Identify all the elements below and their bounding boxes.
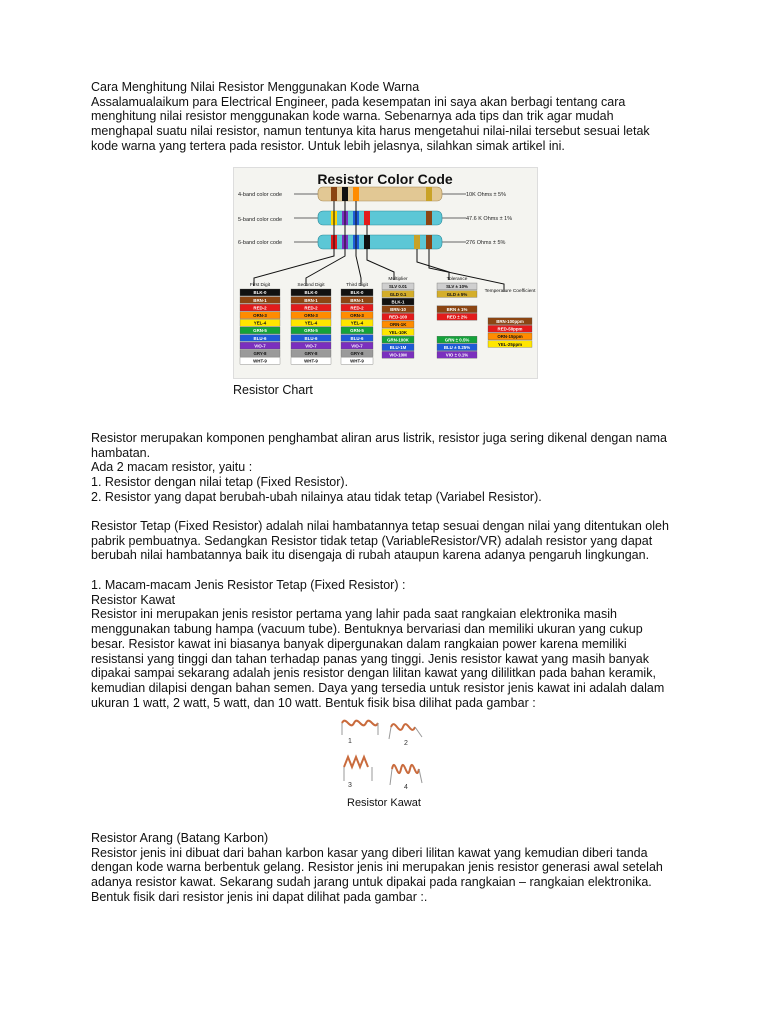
color-value-label: BLU-6 [350,335,364,341]
column-header: Second Digit [297,283,325,288]
color-value-label: BLK-0 [304,290,318,296]
document-title: Cara Menghitung Nilai Resistor Menggunakan Kode Warna [91,80,420,94]
coil-number: 3 [348,782,352,789]
color-value-label: VIO-7 [305,343,317,349]
color-value-label: BLU-6 [253,335,267,341]
color-value-label: GLD 0.1 [389,291,407,297]
text-line: hambatan. [91,445,151,460]
fixed-resistor-paragraph [91,519,691,563]
color-value-label: BLK-0 [253,290,267,296]
color-value-label: GRN-5 [350,328,364,334]
color-value-label: VIO-7 [254,343,266,349]
color-value-label: GRN-5 [253,328,267,334]
color-value-label: WHT-9 [350,358,364,364]
color-band [426,211,432,225]
color-value-label: BLK-0 [350,290,364,296]
color-value-label: YEL-4 [350,320,364,326]
color-value-label: RED-2 [304,305,318,311]
color-value-label: GRN-100K [387,337,409,343]
color-value-label: WHT-9 [253,358,267,364]
color-value-label: YEL-4 [304,320,318,326]
text-line: Resistor Tetap (Fixed Resistor) adalah nilai hambatannya tetap sesuai dengan nilai yang ditentukan oleh [91,519,669,533]
color-value-label: BRN ± 1% [446,307,468,312]
color-value-label: YEL-10K [388,329,408,335]
coil-number: 4 [404,784,408,791]
color-value-label: BRN-100ppm [496,319,524,324]
text-line: ukuran 1 watt, 2 watt, 5 watt, dan 10 watt. Bentuk fisik bisa dilihat pada gambar : [91,695,536,710]
color-value-label: RED-2 [350,305,364,311]
color-value-label: BLU-1M [389,345,407,350]
text-line: Ada 2 macam resistor, yaitu : [91,460,253,475]
color-value-label: WHT-9 [304,358,318,364]
text-line: besar. Resistor kawat ini biasanya banyak dipergunakan dalam rangkaian power karena memiliki [91,636,627,651]
carbon-resistor-section [91,831,691,905]
wire-resistor-section [91,578,691,710]
intro-paragraph [91,80,691,154]
text-line: menggunakan tabung hampa (vacuum tube). Bentuknya bervariasi dan memiliki ukuran yang cukup [91,622,643,637]
color-value-label: ORN-3 [350,313,364,318]
color-value-label: GLD ± 5% [446,291,468,297]
column-header: Tolerance [446,277,468,282]
color-value-label: ORN-3 [253,313,267,318]
color-value-label: BLK-1 [391,299,405,305]
color-value-label: GRY-8 [253,351,267,356]
resistor-definition-paragraph [91,431,691,505]
text-line: Resistor jenis ini dibuat dari bahan karbon kasar yang diberi lilitan kawat yang kemudian diberi tanda [91,845,648,860]
row-label: 5-band color code [238,217,283,223]
row-value: 47.6 K Ohms ± 1% [466,216,513,222]
resistor-color-code-chart [233,167,538,379]
color-value-label: YEL-25ppm [497,341,523,347]
text-line: adanya resistor kawat. Sekarang sudah jarang untuk dipakai pada rangkaian – rangkaian elektronika. [91,875,652,890]
color-value-label: RED-50ppm [497,326,523,332]
color-value-label: ORN-1K [389,322,407,328]
color-band [414,235,420,249]
wire-resistor-figure [334,713,435,814]
color-band [426,235,432,249]
column-header: Multiplier [388,277,408,282]
color-value-label: GRY-8 [350,351,364,356]
chart-title: Resistor Color Code [317,171,453,187]
color-value-label: VIO ± 0.1% [445,352,469,358]
color-value-label: ORN-3 [304,313,318,318]
color-value-label: RED-100 [388,314,408,320]
color-value-label: VIO-10M [389,352,407,358]
color-value-label: VIO-7 [351,343,363,349]
color-value-label: GRN ± 0.5% [444,337,470,343]
row-label: 6-band color code [238,240,283,246]
text-line: Bentuk fisik dari resistor jenis ini dapat dilihat pada gambar :. [91,889,428,904]
color-value-label: BRN-1 [304,297,318,303]
color-band [331,187,337,201]
color-value-label: YEL-4 [253,320,267,326]
subheading: Resistor Kawat [91,592,176,607]
coil-number: 2 [404,740,408,747]
text-line: dengan kode warna berbentuk gelang. Resistor jenis ini merupakan jenis resistor generasi awal setelah [91,860,663,875]
column-header: First Digit [249,283,271,288]
text-line: menghitung nilai resistor menggunakan kode warna. Sebenarnya ada tips dan trik agar mudah [91,109,614,124]
text-line: Assalamualaikum para Electrical Engineer, pada kesempatan ini saya akan berbagi tentang cara [91,94,626,109]
color-value-label: SLV ± 10% [446,284,468,290]
coil-4-image [390,765,422,785]
text-line: berubah nilai hambatannya baik itu disengaja di rubah ataupun karena adanya pengaruh lingkungan. [91,548,650,563]
color-value-label: GRN-5 [304,328,318,334]
text-line: kemudian dilapisi dengan bahan semen. Daya yang tersedia untuk resistor jenis kawat ini adalah dalam [91,680,665,695]
color-band [353,187,359,201]
column-header: Third Digit [346,283,368,288]
color-value-label: BLU ± 0.25% [443,345,471,350]
text-line: menghapal suatu nilai resistor, namun tentunya kita harus mengetahui nilai-nilai tersebut sesuai letak [91,124,650,139]
coil-caption: Resistor Kawat [347,797,421,809]
color-value-label: BRN-1 [350,297,364,303]
color-value-label: ORN-15ppm [497,334,523,340]
section-heading: 1. Macam-macam Jenis Resistor Tetap (Fixed Resistor) : [91,578,406,592]
column-header: Temperature Coefficient [484,289,536,294]
text-line: dipakai sampai sekarang adalah jenis resistor dengan lilitan kawat yang dililitkan pada bahan keramik, [91,666,656,681]
text-line: pabrik pembuatnya. Sedangkan Resistor tidak tetap (VariableResistor/VR) adalah resistor yang dapat [91,533,653,548]
color-band [426,187,432,201]
text-line: resistansi yang tinggi dan tahan terhadap panas yang tinggi. Jenis resistor kawat yang masih banyak [91,651,649,666]
color-band [364,211,370,225]
text-line: kode warna yang tertera pada resistor. Untuk lebih jelasnya, silahkan simak artikel ini. [91,138,565,153]
coil-number: 1 [348,738,352,745]
chart-caption: Resistor Chart [233,383,313,397]
list-item: 2. Resistor yang dapat berubah-ubah nilainya atau tidak tetap (Variabel Resistor). [91,489,542,504]
row-label: 4-band color code [238,192,283,198]
coil-1-image [342,721,378,735]
list-item: 1. Resistor dengan nilai tetap (Fixed Resistor). [91,475,349,490]
color-value-label: BRN-10 [390,307,406,312]
color-value-label: BLU-6 [304,335,318,341]
subheading: Resistor Arang (Batang Karbon) [91,831,269,845]
color-value-label: RED ± 2% [446,314,468,320]
text-line: Resistor merupakan komponen penghambat aliran arus listrik, resistor juga sering dikenal dengan nama [91,431,668,445]
row-value: 10K Ohms ± 5% [466,192,507,198]
text-line: Resistor ini merupakan jenis resistor pertama yang lahir pada saat rangkaian elektronika masih [91,607,617,622]
coil-3-image [344,757,372,781]
color-value-label: BRN-1 [253,297,267,303]
row-value: 276 Ohms ± 5% [466,240,506,246]
color-value-label: SLV 0.01 [389,284,407,290]
color-value-label: GRY-8 [304,351,318,356]
coil-2-image [389,724,422,739]
color-value-label: RED-2 [253,305,267,311]
color-band [342,187,348,201]
